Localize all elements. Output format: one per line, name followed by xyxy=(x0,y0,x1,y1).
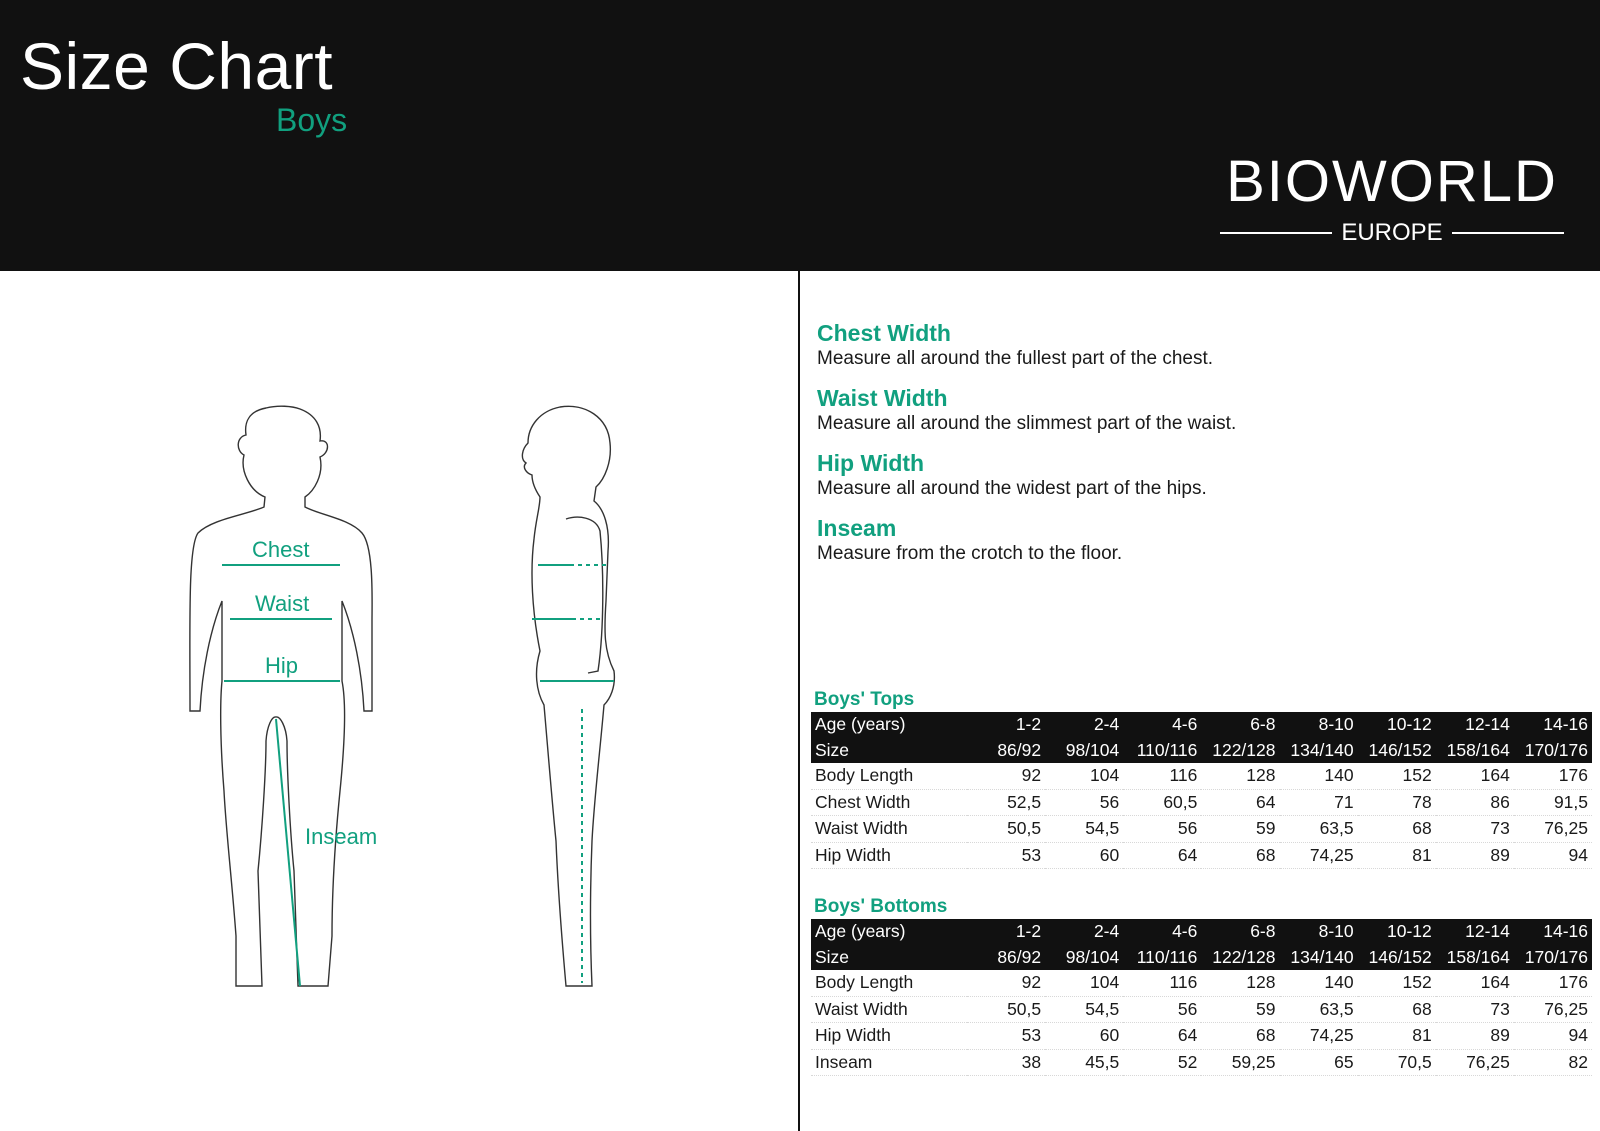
table-cell: 140 xyxy=(1280,970,1358,996)
table-cell: 68 xyxy=(1358,816,1436,843)
table-cell: 146/152 xyxy=(1358,738,1436,764)
table-cell: 158/164 xyxy=(1436,945,1514,971)
table-cell: 73 xyxy=(1436,996,1514,1023)
brand-logo xyxy=(1220,150,1564,250)
table-cell: 122/128 xyxy=(1201,945,1279,971)
table-cell: 4-6 xyxy=(1123,919,1201,945)
table-cell: 52,5 xyxy=(967,789,1045,816)
table-cell: 82 xyxy=(1514,1049,1592,1076)
table-cell: 140 xyxy=(1280,763,1358,789)
table-cell: 53 xyxy=(967,842,1045,869)
table-cell: 45,5 xyxy=(1045,1049,1123,1076)
table-cell: 54,5 xyxy=(1045,996,1123,1023)
table-cell: 86/92 xyxy=(967,738,1045,764)
table-cell: 89 xyxy=(1436,1023,1514,1050)
table-cell: 10-12 xyxy=(1358,712,1436,738)
table-cell: 164 xyxy=(1436,763,1514,789)
table-cell: 116 xyxy=(1123,970,1201,996)
measure-inseam xyxy=(817,515,1577,566)
table-cell: 76,25 xyxy=(1436,1049,1514,1076)
table-cell: 70,5 xyxy=(1358,1049,1436,1076)
tops-table-title: Boys' Tops xyxy=(814,689,915,710)
front-figure-outline xyxy=(190,406,372,986)
table-cell: 64 xyxy=(1123,842,1201,869)
measurement-figures xyxy=(0,271,798,1131)
table-cell: 6-8 xyxy=(1201,919,1279,945)
table-cell: 60 xyxy=(1045,1023,1123,1050)
table-row xyxy=(811,816,1592,843)
table-cell: 170/176 xyxy=(1514,945,1592,971)
row-label-cell: Size xyxy=(811,945,967,971)
table-cell: 50,5 xyxy=(967,996,1045,1023)
tops-size-table xyxy=(811,712,1592,869)
table-row xyxy=(811,1049,1592,1076)
bottoms-table-title: Boys' Bottoms xyxy=(814,896,948,917)
table-cell: 176 xyxy=(1514,970,1592,996)
measure-title: Chest Width xyxy=(817,320,951,346)
measure-description: Measure from the crotch to the floor. xyxy=(817,543,1123,564)
table-cell: 53 xyxy=(967,1023,1045,1050)
label-waist: Waist xyxy=(255,591,310,616)
row-label-cell: Age (years) xyxy=(811,712,967,738)
table-cell: 12-14 xyxy=(1436,919,1514,945)
row-label-cell: Waist Width xyxy=(811,996,967,1023)
table-cell: 68 xyxy=(1201,1023,1279,1050)
table-cell: 92 xyxy=(967,970,1045,996)
table-cell: 14-16 xyxy=(1514,712,1592,738)
row-label-cell: Hip Width xyxy=(811,842,967,869)
table-row xyxy=(811,842,1592,869)
vertical-divider xyxy=(798,271,800,1131)
table-cell: 68 xyxy=(1201,842,1279,869)
measure-description: Measure all around the widest part of the hips. xyxy=(817,478,1207,499)
side-figure-outline xyxy=(522,406,614,986)
table-row xyxy=(811,789,1592,816)
label-hip: Hip xyxy=(265,653,299,678)
table-cell: 76,25 xyxy=(1514,996,1592,1023)
table-cell: 6-8 xyxy=(1201,712,1279,738)
table-cell: 38 xyxy=(967,1049,1045,1076)
logo-region: EUROPE xyxy=(1341,219,1443,246)
table-row xyxy=(811,1023,1592,1050)
table-cell: 59,25 xyxy=(1201,1049,1279,1076)
figure-drawings xyxy=(0,271,798,1131)
measurement-instructions xyxy=(817,320,1577,580)
table-cell: 71 xyxy=(1280,789,1358,816)
header-banner xyxy=(0,0,1600,271)
table-cell: 8-10 xyxy=(1280,712,1358,738)
table-cell: 146/152 xyxy=(1358,945,1436,971)
table-cell: 63,5 xyxy=(1280,816,1358,843)
table-header-row xyxy=(811,738,1592,764)
table-row xyxy=(811,763,1592,789)
table-cell: 4-6 xyxy=(1123,712,1201,738)
table-cell: 81 xyxy=(1358,842,1436,869)
table-cell: 1-2 xyxy=(967,919,1045,945)
row-label-cell: Hip Width xyxy=(811,1023,967,1050)
table-cell: 92 xyxy=(967,763,1045,789)
row-label-cell: Age (years) xyxy=(811,919,967,945)
logo-rule-left xyxy=(1220,232,1332,234)
table-cell: 63,5 xyxy=(1280,996,1358,1023)
table-cell: 59 xyxy=(1201,996,1279,1023)
logo-rule-right xyxy=(1452,232,1564,234)
table-cell: 14-16 xyxy=(1514,919,1592,945)
table-cell: 158/164 xyxy=(1436,738,1514,764)
table-cell: 94 xyxy=(1514,842,1592,869)
table-cell: 116 xyxy=(1123,763,1201,789)
measure-chest-width xyxy=(817,320,1577,371)
table-cell: 56 xyxy=(1123,996,1201,1023)
table-cell: 1-2 xyxy=(967,712,1045,738)
table-cell: 2-4 xyxy=(1045,712,1123,738)
row-label-cell: Body Length xyxy=(811,970,967,996)
measure-description: Measure all around the fullest part of the chest. xyxy=(817,348,1214,369)
measure-title: Waist Width xyxy=(817,385,948,411)
table-cell: 50,5 xyxy=(967,816,1045,843)
row-label-cell: Inseam xyxy=(811,1049,967,1076)
table-cell: 59 xyxy=(1201,816,1279,843)
bottoms-size-table-section xyxy=(811,895,1592,1076)
table-header-row xyxy=(811,919,1592,945)
table-cell: 152 xyxy=(1358,970,1436,996)
table-cell: 104 xyxy=(1045,970,1123,996)
table-cell: 54,5 xyxy=(1045,816,1123,843)
table-cell: 56 xyxy=(1123,816,1201,843)
logo-subline xyxy=(1220,218,1564,248)
logo-wordmark: BIOWORLD xyxy=(1226,149,1558,214)
bottoms-size-table xyxy=(811,919,1592,1076)
table-cell: 110/116 xyxy=(1123,738,1201,764)
table-cell: 152 xyxy=(1358,763,1436,789)
table-cell: 86/92 xyxy=(967,945,1045,971)
measure-waist-width xyxy=(817,385,1577,436)
table-cell: 52 xyxy=(1123,1049,1201,1076)
table-cell: 94 xyxy=(1514,1023,1592,1050)
label-chest: Chest xyxy=(252,537,310,562)
page-subtitle: Boys xyxy=(276,102,348,138)
table-cell: 128 xyxy=(1201,970,1279,996)
table-cell: 134/140 xyxy=(1280,945,1358,971)
table-cell: 64 xyxy=(1123,1023,1201,1050)
table-cell: 78 xyxy=(1358,789,1436,816)
table-cell: 8-10 xyxy=(1280,919,1358,945)
table-cell: 73 xyxy=(1436,816,1514,843)
tops-size-table-section xyxy=(811,688,1592,869)
table-header-row xyxy=(811,712,1592,738)
table-cell: 164 xyxy=(1436,970,1514,996)
table-cell: 176 xyxy=(1514,763,1592,789)
measure-hip-width xyxy=(817,450,1577,501)
table-row xyxy=(811,996,1592,1023)
table-cell: 76,25 xyxy=(1514,816,1592,843)
table-cell: 74,25 xyxy=(1280,1023,1358,1050)
measure-title: Hip Width xyxy=(817,450,925,476)
page-title: Size Chart xyxy=(20,29,334,103)
table-cell: 65 xyxy=(1280,1049,1358,1076)
table-cell: 86 xyxy=(1436,789,1514,816)
table-cell: 12-14 xyxy=(1436,712,1514,738)
table-cell: 10-12 xyxy=(1358,919,1436,945)
table-cell: 56 xyxy=(1045,789,1123,816)
table-header-row xyxy=(811,945,1592,971)
table-cell: 134/140 xyxy=(1280,738,1358,764)
row-label-cell: Chest Width xyxy=(811,789,967,816)
measure-description: Measure all around the slimmest part of the waist. xyxy=(817,413,1237,434)
table-cell: 122/128 xyxy=(1201,738,1279,764)
label-inseam: Inseam xyxy=(305,824,378,849)
row-label-cell: Body Length xyxy=(811,763,967,789)
measure-title: Inseam xyxy=(817,515,897,541)
table-cell: 68 xyxy=(1358,996,1436,1023)
table-cell: 74,25 xyxy=(1280,842,1358,869)
table-row xyxy=(811,970,1592,996)
table-cell: 89 xyxy=(1436,842,1514,869)
table-cell: 110/116 xyxy=(1123,945,1201,971)
table-cell: 64 xyxy=(1201,789,1279,816)
row-label-cell: Waist Width xyxy=(811,816,967,843)
table-cell: 60 xyxy=(1045,842,1123,869)
table-cell: 2-4 xyxy=(1045,919,1123,945)
table-cell: 128 xyxy=(1201,763,1279,789)
table-cell: 104 xyxy=(1045,763,1123,789)
front-inseam-line xyxy=(276,719,300,986)
table-cell: 170/176 xyxy=(1514,738,1592,764)
table-cell: 91,5 xyxy=(1514,789,1592,816)
table-cell: 81 xyxy=(1358,1023,1436,1050)
row-label-cell: Size xyxy=(811,738,967,764)
table-cell: 98/104 xyxy=(1045,738,1123,764)
table-cell: 60,5 xyxy=(1123,789,1201,816)
table-cell: 98/104 xyxy=(1045,945,1123,971)
